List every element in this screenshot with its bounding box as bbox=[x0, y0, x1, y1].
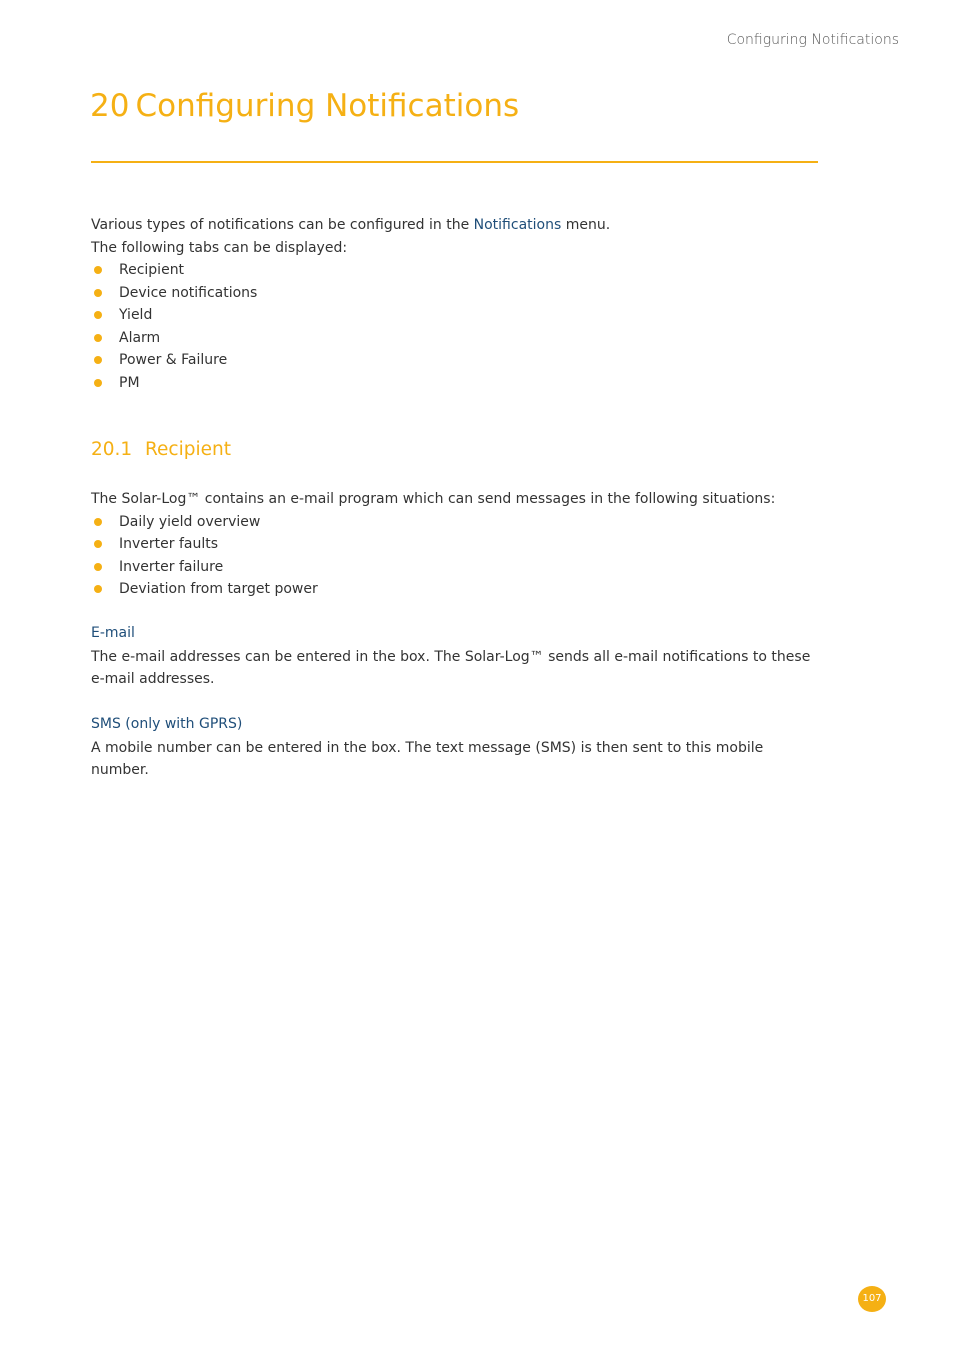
title-divider bbox=[91, 161, 818, 163]
chapter-title bbox=[90, 88, 519, 124]
email-heading: E-mail bbox=[91, 624, 135, 641]
intro-text-after: menu. bbox=[561, 217, 611, 233]
list-item: Power & Failure bbox=[91, 349, 811, 372]
list-item: Device notifications bbox=[91, 282, 811, 305]
intro-paragraph bbox=[91, 214, 811, 237]
sms-paragraph: A mobile number can be entered in the box. The text message (SMS) is then sent to this mobile number. bbox=[91, 739, 764, 778]
page-number-badge: 107 bbox=[858, 1286, 886, 1312]
situations-list bbox=[91, 511, 811, 601]
tabs-list bbox=[91, 259, 811, 394]
page-content bbox=[91, 214, 811, 782]
list-item: Deviation from target power bbox=[91, 578, 811, 601]
list-item: Alarm bbox=[91, 327, 811, 350]
section-number: 20.1 bbox=[91, 439, 133, 460]
list-item: Daily yield overview bbox=[91, 511, 811, 534]
list-item: PM bbox=[91, 372, 811, 395]
notifications-menu-link[interactable]: Notifications bbox=[473, 217, 562, 233]
email-paragraph: The e-mail addresses can be entered in the box. The Solar-Log™ sends all e-mail notifications to these e-mail addresses. bbox=[91, 648, 811, 687]
list-item: Inverter faults bbox=[91, 533, 811, 556]
section-lead: The Solar-Log™ contains an e-mail program which can send messages in the following situations: bbox=[91, 491, 776, 507]
tabs-lead: The following tabs can be displayed: bbox=[91, 239, 348, 256]
section-title: Recipient bbox=[145, 439, 231, 460]
chapter-title-text: Configuring Notifications bbox=[135, 88, 520, 124]
list-item: Inverter failure bbox=[91, 556, 811, 579]
section-heading bbox=[91, 437, 811, 463]
intro-text-before: Various types of notifications can be configured in the bbox=[91, 217, 474, 233]
chapter-number: 20 bbox=[90, 88, 130, 124]
list-item: Yield bbox=[91, 304, 811, 327]
running-header: Configuring Notifications bbox=[726, 32, 899, 48]
list-item: Recipient bbox=[91, 259, 811, 282]
sms-heading: SMS (only with GPRS) bbox=[91, 715, 243, 732]
